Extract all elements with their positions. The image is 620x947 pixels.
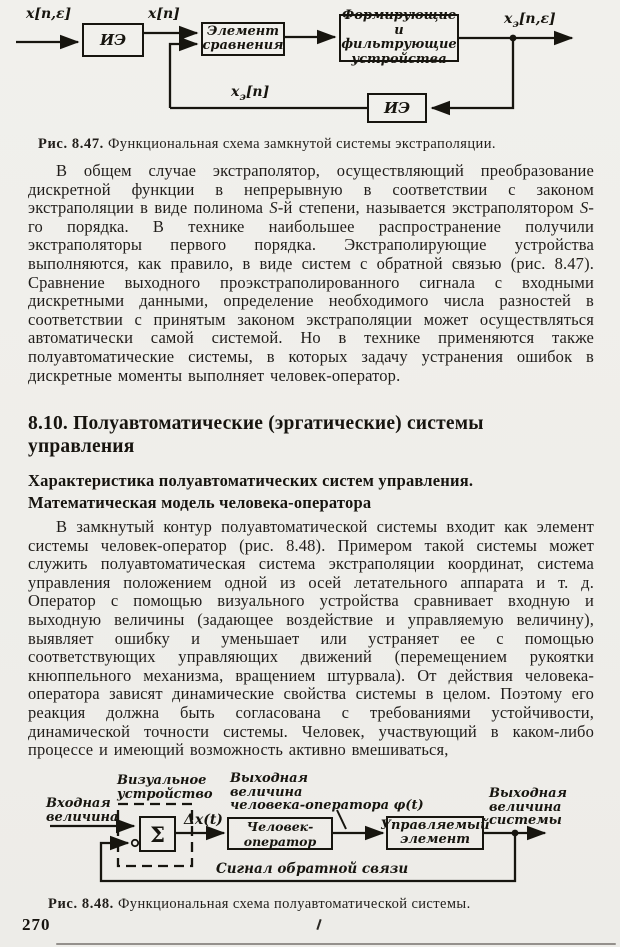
label-delta-x: Δx(t) bbox=[184, 812, 223, 828]
signal-label-output: $x_э[n,\varepsilon]$ bbox=[504, 11, 556, 30]
block-summing-junction bbox=[139, 816, 176, 852]
block-label-line: фильтрующие bbox=[341, 37, 457, 52]
figure-number: Рис. 8.48. bbox=[48, 896, 114, 912]
block-forming-filtering bbox=[339, 8, 459, 67]
signal-label-discrete: x[n] bbox=[148, 6, 180, 22]
figure-8-47-caption bbox=[38, 136, 496, 153]
block-label-line: Управляемый bbox=[380, 817, 490, 833]
block-comparison-element bbox=[201, 22, 285, 56]
block-label-line: элемент bbox=[399, 832, 471, 847]
label-input-value: Входная величина bbox=[46, 796, 119, 825]
block-controlled-element bbox=[380, 816, 490, 850]
block-label-line: устройства bbox=[351, 51, 447, 67]
page-number: 270 bbox=[22, 915, 51, 934]
figure-number: Рис. 8.47. bbox=[38, 136, 104, 152]
paragraph-extrapolator: В общем случае экстраполятор, осуществляющий преобразование дискретной функции в непрерывную в соответствии с законом экстраполяции в виде полинома S-й степени, называется экстраполятором S-го порядка. В технике наибольшее распространение получили экстраполяторы первого порядка. Экстраполирующие устройства выполняются, как правило, в виде систем с обратной связью (рис. 8.47). Сравнение выходного проэкстраполированного сигнала с входными дискретными данными, определение необходимого числа разностей в соответствии с принятым законом экстраполяции может осуществляться автоматически самой системой. Но в технике применяются также полуавтоматические системы, в которых задачу устранения ошибок в дискретные моменты выполняет человек-оператор. bbox=[28, 161, 594, 385]
feedback-up-line bbox=[170, 44, 197, 108]
block-interpolator-top bbox=[82, 23, 144, 57]
summing-input-circle bbox=[132, 840, 138, 846]
figure-8-48-diagram bbox=[0, 770, 620, 895]
label-visual-device: Визуальное устройство bbox=[117, 773, 213, 802]
caption-text: Функциональная схема полуавтоматической системы. bbox=[117, 896, 471, 912]
figure-8-48-caption bbox=[48, 896, 471, 913]
scan-edge-shadow bbox=[56, 943, 616, 945]
block-label-line: сравнения bbox=[202, 38, 284, 53]
figure-8-47-diagram bbox=[0, 0, 620, 132]
variable-s: S bbox=[269, 198, 278, 218]
block-interpolator-bottom bbox=[367, 93, 427, 123]
branch-node-dot bbox=[510, 35, 517, 42]
variable-s: S bbox=[579, 198, 589, 218]
label-operator-output: Выходная величина человека-оператора φ(t) bbox=[230, 771, 424, 813]
branch-node-dot bbox=[512, 830, 519, 837]
block-label-line: Элемент bbox=[207, 23, 279, 39]
label-feedback-signal: Сигнал обратной связи bbox=[216, 861, 409, 877]
paragraph-semiautomatic: В замкнутый контур полуавтоматической системы входит как элемент системы человек-оператор (рис. 8.48). Примером такой системы может служить полуавтоматическая система экстраполяции координат, система управления положением одной из осей летательного аппарата и т. д. Оператор с помощью визуального устройства сравнивает входную и выходную величины (задающее воздействие и управляемую величину), выявляет ошибку и уменьшает или устраняет ее с помощью соответствующих управляющих движений (перемещением рукоятки кнюппельного механизма, вращением штурвала). От действия человека-оператора зависят динамические свойства системы в целом. Поэтому его реакция должна быть согласована с требованиями устойчивости, динамической точности системы. Человек, участвующий в каком-либо процессе и имеющий возможность активно вмешиваться, bbox=[28, 518, 594, 760]
block-label-line: Формирующие и bbox=[341, 8, 457, 38]
signal-label-input: x[n,ε] bbox=[26, 6, 72, 22]
subsection-heading: Характеристика полуавтоматических систем управления. Математическая модель человека-оператора bbox=[28, 471, 474, 512]
label-system-output: Выходная величина системы bbox=[489, 786, 567, 828]
section-heading-8-10: 8.10. Полуавтоматические (эргатические) системы управления bbox=[28, 413, 484, 457]
block-label: ИЭ bbox=[383, 99, 411, 117]
caption-text: Функциональная схема замкнутой системы экстраполяции. bbox=[107, 136, 496, 152]
signal-label-feedback: $x_э[n]$ bbox=[231, 84, 270, 103]
block-label: Человек-оператор bbox=[243, 818, 317, 849]
scan-artifact-mark bbox=[316, 919, 321, 930]
sigma-symbol: Σ bbox=[150, 821, 165, 847]
block-label: ИЭ bbox=[99, 31, 127, 49]
block-human-operator bbox=[227, 817, 333, 850]
